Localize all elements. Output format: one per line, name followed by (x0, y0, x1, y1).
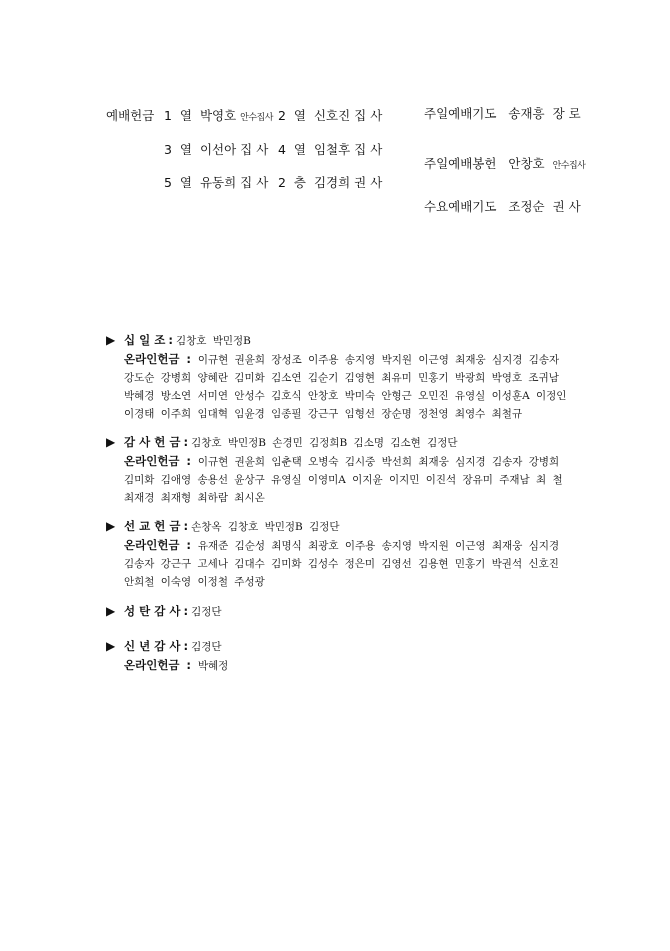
section-names: 김경단 (191, 641, 222, 653)
section-names: 김정단 (191, 606, 222, 618)
online-names-line: 최재경 최재형 최하람 최시온 (124, 492, 265, 504)
row-role: 안수집사 (240, 113, 273, 123)
section-names: 김창호 박민정B 손경민 김정희B 김소명 김소현 김정단 (191, 437, 458, 449)
online-label: 온라인헌금 (124, 538, 180, 552)
offering-row-4 (278, 140, 382, 158)
section-names: 김창호 박민정B (175, 335, 251, 347)
prayer-name: 조정순 (508, 199, 545, 214)
row-role: 집 사 (240, 142, 269, 157)
prayer-row-2 (424, 154, 585, 172)
prayer-row-1 (424, 104, 581, 122)
offering-row-2 (278, 106, 382, 124)
prayer-role: 안수집사 (552, 161, 586, 171)
colon: : (183, 639, 189, 653)
row-role: 집 사 (354, 108, 383, 123)
row-name: 김경희 (313, 175, 351, 190)
row-unit: 열 (179, 108, 192, 123)
row-number: 3 (164, 142, 172, 157)
offering-row-5 (164, 173, 268, 191)
colon: : (183, 604, 189, 618)
row-name: 박영호 (199, 108, 237, 123)
row-number: 4 (278, 142, 286, 157)
colon: : (186, 658, 191, 672)
offering-label: 예배헌금 (106, 108, 155, 123)
triangle-bullet-icon: ▶ (106, 435, 116, 449)
online-names: 박혜정 (197, 660, 229, 672)
row-number: 2 (278, 108, 286, 123)
offering-row-1 (164, 106, 273, 124)
prayer-role: 권 사 (552, 199, 581, 214)
section-names: 손창옥 김창호 박민정B 김정단 (191, 521, 340, 533)
online-names-line: 강도순 강병희 양혜란 김미화 김소연 김순기 김영현 최유미 민홍기 박광희 박영호 조귀남 (124, 372, 559, 384)
triangle-bullet-icon: ▶ (106, 333, 116, 347)
prayer-name: 송재흥 (508, 106, 545, 121)
triangle-bullet-icon: ▶ (106, 639, 116, 653)
section-label: 신 년 감 사 (124, 639, 181, 653)
prayer-label: 주일예배봉헌 (424, 156, 497, 171)
row-role: 집 사 (354, 142, 383, 157)
colon: : (186, 454, 191, 468)
row-unit: 열 (179, 142, 192, 157)
colon: : (168, 333, 173, 347)
row-name: 신호진 (313, 108, 351, 123)
row-number: 5 (164, 175, 172, 190)
prayer-label: 수요예배기도 (424, 199, 497, 214)
row-number: 2 (278, 175, 286, 190)
online-names-line: 이경태 이주희 임대혁 임윤경 임종필 강근구 임형선 장순명 정천영 최영수 최철규 (124, 408, 523, 420)
section-tithe (106, 331, 566, 423)
section-label: 감 사 헌 금 (124, 435, 181, 449)
online-names: 이규현 권윤희 장성조 이주용 송지영 박지원 이근영 최재웅 심지경 김송자 (197, 354, 560, 366)
section-label: 십 일 조 (124, 333, 166, 347)
online-names-line: 안희철 이숙영 이정철 주성광 (124, 576, 265, 588)
row-unit: 층 (293, 175, 306, 190)
section-thanks (106, 433, 563, 507)
online-label: 온라인헌금 (124, 658, 180, 672)
colon: : (186, 538, 191, 552)
section-mission (106, 517, 559, 591)
online-names: 유재준 김순성 최명식 최광호 이주용 송지영 박지원 이근영 최재웅 심지경 (197, 540, 560, 552)
row-role: 권 사 (354, 175, 383, 190)
triangle-bullet-icon: ▶ (106, 519, 116, 533)
section-christmas (106, 602, 222, 621)
row-unit: 열 (293, 108, 306, 123)
online-names-line: 박혜경 방소연 서미연 안성수 김호식 안창호 박미숙 안형근 오민진 유영실 이성훈A 이정인 (124, 390, 567, 402)
row-name: 임철후 (313, 142, 351, 157)
colon: : (186, 352, 191, 366)
row-number: 1 (164, 108, 172, 123)
row-role: 집 사 (240, 175, 269, 190)
online-names-line: 김송자 강근구 고세나 김대수 김미화 김성수 정은미 김영선 김용현 민홍기 박권석 신호진 (124, 558, 559, 570)
section-label: 성 탄 감 사 (124, 604, 181, 618)
prayer-role: 장 로 (552, 106, 581, 121)
row-name: 이선아 (199, 142, 237, 157)
online-names-line: 김미화 김애영 송용선 윤상구 유영실 이영미A 이지윤 이지민 이진석 장유미 주재남 최 철 (124, 474, 563, 486)
online-names: 이규현 권윤희 임춘택 오병숙 김시중 박선희 최재웅 심지경 김송자 강병희 (197, 456, 560, 468)
triangle-bullet-icon: ▶ (106, 604, 116, 618)
prayer-label: 주일예배기도 (424, 106, 497, 121)
online-label: 온라인헌금 (124, 352, 180, 366)
prayer-row-3 (424, 197, 581, 215)
colon: : (183, 435, 189, 449)
offering-row-6 (278, 173, 382, 191)
colon: : (183, 519, 189, 533)
prayer-name: 안창호 (508, 156, 545, 171)
row-name: 유동희 (199, 175, 237, 190)
section-label: 선 교 헌 금 (124, 519, 181, 533)
row-unit: 열 (293, 142, 306, 157)
row-unit: 열 (179, 175, 192, 190)
online-label: 온라인헌금 (124, 454, 180, 468)
offering-row-3 (164, 140, 268, 158)
section-newyear (106, 637, 228, 675)
